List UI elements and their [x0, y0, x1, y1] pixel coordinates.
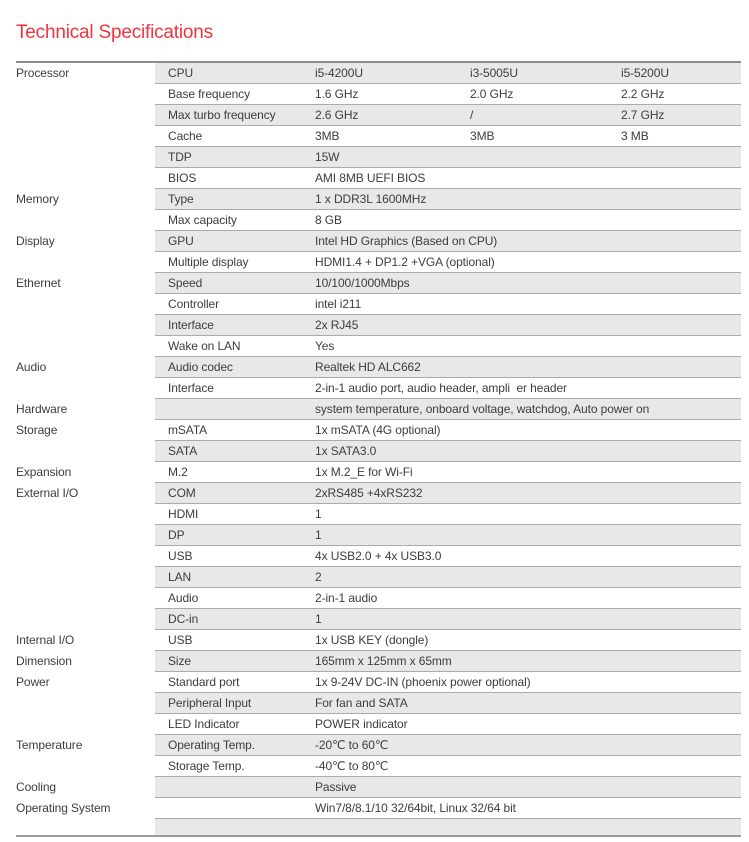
category-cell — [16, 504, 155, 525]
table-row — [16, 273, 741, 294]
attribute-cell: BIOS — [168, 171, 197, 185]
row-band — [155, 231, 741, 252]
category-cell: Internal I/O — [16, 633, 75, 647]
category-cell — [16, 546, 155, 567]
attribute-cell: GPU — [168, 234, 194, 248]
value-cell: 2xRS485 +4xRS232 — [315, 486, 423, 500]
table-row — [16, 189, 741, 210]
row-band — [155, 252, 741, 273]
table-row — [16, 252, 741, 273]
attribute-cell: Multiple display — [168, 255, 249, 269]
table-row — [16, 84, 741, 105]
attribute-cell: Cache — [168, 129, 203, 143]
value-cell: Win7/8/8.1/10 32/64bit, Linux 32/64 bit — [315, 801, 516, 815]
row-band — [155, 147, 741, 168]
row-band — [155, 651, 741, 672]
table-row — [16, 63, 741, 84]
table-row — [16, 756, 741, 777]
attribute-cell: Interface — [168, 381, 214, 395]
table-row — [16, 420, 741, 441]
attribute-cell: LED Indicator — [168, 717, 240, 731]
value-cell: 1 — [315, 528, 322, 542]
value-cell: intel i211 — [315, 297, 362, 311]
row-band — [155, 798, 741, 819]
table-row — [16, 735, 741, 756]
table-row — [16, 819, 741, 835]
value-cell: 1x M.2_E for Wi-Fi — [315, 465, 413, 479]
value-cell: 2.2 GHz — [621, 87, 665, 101]
category-cell: Display — [16, 234, 55, 248]
category-cell: Operating System — [16, 801, 111, 815]
value-cell: 2x RJ45 — [315, 318, 359, 332]
category-cell — [16, 609, 155, 630]
value-cell: system temperature, onboard voltage, watchdog, Auto power on — [315, 402, 650, 416]
row-band — [155, 84, 741, 105]
value-cell: 3 MB — [621, 129, 649, 143]
value-cell: 3MB — [315, 129, 340, 143]
attribute-cell: TDP — [168, 150, 192, 164]
table-row — [16, 147, 741, 168]
row-band — [155, 399, 741, 420]
value-cell: 1 — [315, 612, 322, 626]
category-cell — [16, 168, 155, 189]
table-row — [16, 462, 741, 483]
row-band — [155, 756, 741, 777]
value-cell: 2-in-1 audio — [315, 591, 378, 605]
row-band — [155, 168, 741, 189]
row-band — [155, 777, 741, 798]
attribute-cell: SATA — [168, 444, 198, 458]
attribute-cell: Controller — [168, 297, 220, 311]
row-band — [155, 672, 741, 693]
row-band — [155, 63, 741, 84]
category-cell — [16, 105, 155, 126]
attribute-cell: Wake on LAN — [168, 339, 241, 353]
table-row — [16, 378, 741, 399]
category-cell: Ethernet — [16, 276, 61, 290]
table-row — [16, 105, 741, 126]
row-band — [155, 525, 741, 546]
row-band — [155, 294, 741, 315]
attribute-cell: mSATA — [168, 423, 208, 437]
row-band — [155, 441, 741, 462]
attribute-cell: Operating Temp. — [168, 738, 255, 752]
table-row — [16, 294, 741, 315]
category-cell — [16, 588, 155, 609]
spec-table — [16, 61, 741, 837]
value-cell: -40℃ to 80℃ — [315, 759, 389, 773]
value-cell: 8 GB — [315, 213, 342, 227]
table-row — [16, 483, 741, 504]
attribute-cell: Max turbo frequency — [168, 108, 276, 122]
row-band — [155, 588, 741, 609]
category-cell — [16, 567, 155, 588]
table-row — [16, 693, 741, 714]
row-band — [155, 336, 741, 357]
value-cell: 10/100/1000Mbps — [315, 276, 410, 290]
row-band — [155, 609, 741, 630]
attribute-cell: USB — [168, 633, 193, 647]
category-cell: Dimension — [16, 654, 72, 668]
category-cell — [16, 294, 155, 315]
value-cell: 165mm x 125mm x 65mm — [315, 654, 452, 668]
attribute-cell: Audio — [168, 591, 199, 605]
value-cell: 2.6 GHz — [315, 108, 359, 122]
category-cell — [16, 126, 155, 147]
row-band — [155, 357, 741, 378]
table-row — [16, 168, 741, 189]
table-row — [16, 357, 741, 378]
attribute-cell: Audio codec — [168, 360, 233, 374]
row-band — [155, 462, 741, 483]
category-cell — [16, 378, 155, 399]
attribute-cell: Speed — [168, 276, 203, 290]
table-row — [16, 231, 741, 252]
category-cell: Storage — [16, 423, 58, 437]
table-row — [16, 672, 741, 693]
category-cell: Expansion — [16, 465, 72, 479]
attribute-cell: CPU — [168, 66, 194, 80]
table-row — [16, 588, 741, 609]
category-cell — [16, 693, 155, 714]
row-band — [155, 693, 741, 714]
attribute-cell: USB — [168, 549, 193, 563]
value-cell: 2.7 GHz — [621, 108, 665, 122]
category-cell — [16, 84, 155, 105]
category-cell: Temperature — [16, 738, 83, 752]
row-band — [155, 105, 741, 126]
table-row — [16, 210, 741, 231]
table-row — [16, 315, 741, 336]
category-cell — [16, 252, 155, 273]
value-cell: 2-in-1 audio port, audio header, ampli er header — [315, 381, 567, 395]
category-cell — [16, 336, 155, 357]
row-band — [155, 210, 741, 231]
category-cell: Power — [16, 675, 50, 689]
value-cell: Yes — [315, 339, 335, 353]
row-band — [155, 546, 741, 567]
attribute-cell: Peripheral Input — [168, 696, 252, 710]
attribute-cell: HDMI — [168, 507, 199, 521]
category-cell — [16, 147, 155, 168]
attribute-cell: DC-in — [168, 612, 199, 626]
table-row — [16, 399, 741, 420]
value-cell: AMI 8MB UEFI BIOS — [315, 171, 426, 185]
value-cell: 2.0 GHz — [470, 87, 514, 101]
row-band — [155, 630, 741, 651]
value-cell: i3-5005U — [470, 66, 518, 80]
table-row — [16, 630, 741, 651]
row-band — [155, 567, 741, 588]
table-row — [16, 567, 741, 588]
value-cell: 1 — [315, 507, 322, 521]
row-band — [155, 483, 741, 504]
value-cell: 1.6 GHz — [315, 87, 359, 101]
table-row — [16, 609, 741, 630]
table-row — [16, 651, 741, 672]
value-cell: Intel HD Graphics (Based on CPU) — [315, 234, 498, 248]
table-row — [16, 525, 741, 546]
value-cell: HDMI1.4 + DP1.2 +VGA (optional) — [315, 255, 495, 269]
attribute-cell: Base frequency — [168, 87, 250, 101]
row-band — [155, 315, 741, 336]
attribute-cell: Interface — [168, 318, 214, 332]
row-band — [155, 735, 741, 756]
value-cell: 1x 9-24V DC-IN (phoenix power optional) — [315, 675, 531, 689]
attribute-cell: DP — [168, 528, 185, 542]
value-cell: 1x USB KEY (dongle) — [315, 633, 429, 647]
value-cell: 1x mSATA (4G optional) — [315, 423, 441, 437]
attribute-cell: LAN — [168, 570, 192, 584]
category-cell: Hardware — [16, 402, 68, 416]
attribute-cell: COM — [168, 486, 196, 500]
value-cell: 4x USB2.0 + 4x USB3.0 — [315, 549, 442, 563]
attribute-cell: Type — [168, 192, 194, 206]
value-cell: -20℃ to 60℃ — [315, 738, 389, 752]
category-cell: Audio — [16, 360, 47, 374]
attribute-cell: Standard port — [168, 675, 240, 689]
table-row — [16, 504, 741, 525]
table-row — [16, 798, 741, 819]
value-cell: 2 — [315, 570, 322, 584]
value-cell: 15W — [315, 150, 340, 164]
value-cell: For fan and SATA — [315, 696, 408, 710]
row-band — [155, 126, 741, 147]
table-row — [16, 714, 741, 735]
row-band — [155, 378, 741, 399]
category-cell — [16, 819, 155, 835]
attribute-cell: Max capacity — [168, 213, 237, 227]
value-cell: Realtek HD ALC662 — [315, 360, 421, 374]
category-cell — [16, 441, 155, 462]
category-cell: Cooling — [16, 780, 56, 794]
row-band — [155, 504, 741, 525]
category-cell: Processor — [16, 66, 70, 80]
row-band — [155, 819, 741, 835]
value-cell: POWER indicator — [315, 717, 408, 731]
row-band — [155, 714, 741, 735]
value-cell: 1 x DDR3L 1600MHz — [315, 192, 427, 206]
category-cell: External I/O — [16, 486, 79, 500]
category-cell — [16, 210, 155, 231]
table-row — [16, 336, 741, 357]
value-cell: i5-5200U — [621, 66, 669, 80]
value-cell: 3MB — [470, 129, 495, 143]
category-cell — [16, 756, 155, 777]
page-title: Technical Specifications — [16, 22, 213, 43]
category-cell: Memory — [16, 192, 59, 206]
table-row — [16, 441, 741, 462]
value-cell: / — [470, 108, 474, 122]
value-cell: i5-4200U — [315, 66, 363, 80]
row-band — [155, 273, 741, 294]
category-cell — [16, 525, 155, 546]
table-row — [16, 546, 741, 567]
value-cell: 1x SATA3.0 — [315, 444, 377, 458]
attribute-cell: Size — [168, 654, 191, 668]
attribute-cell: Storage Temp. — [168, 759, 245, 773]
table-row — [16, 126, 741, 147]
attribute-cell: M.2 — [168, 465, 188, 479]
category-cell — [16, 315, 155, 336]
row-band — [155, 189, 741, 210]
category-cell — [16, 714, 155, 735]
value-cell: Passive — [315, 780, 357, 794]
table-row — [16, 777, 741, 798]
row-band — [155, 420, 741, 441]
